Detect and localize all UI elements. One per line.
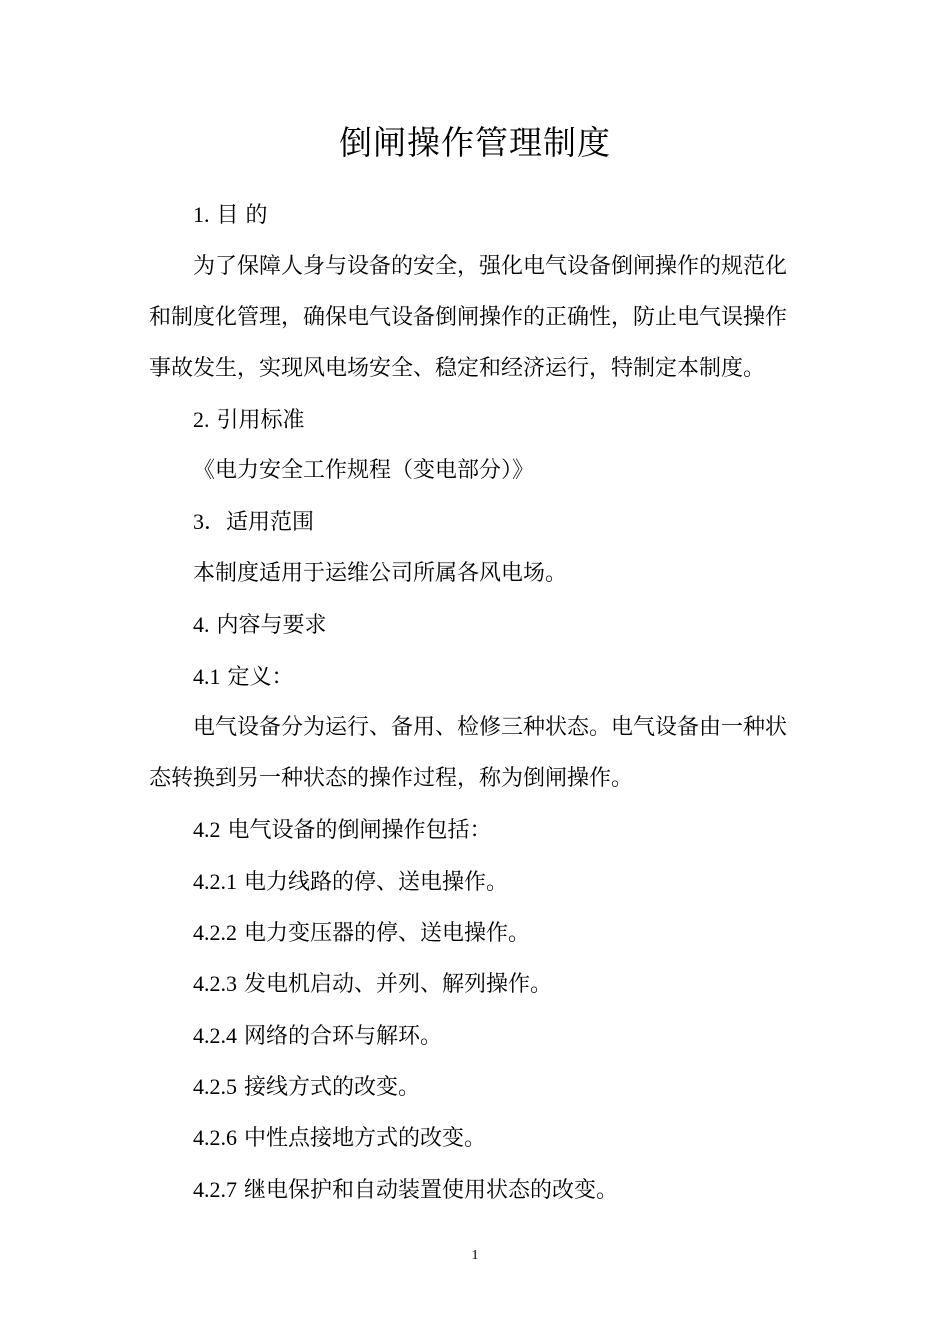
section-1-heading xyxy=(193,200,268,231)
page-number: 1 xyxy=(471,1248,479,1263)
section-title: 定义： xyxy=(220,665,294,690)
document-title: 倒闸操作管理制度 xyxy=(339,123,611,162)
item-text: 继电保护和自动装置使用状态的改变。 xyxy=(237,1178,618,1203)
purpose-line-1: 为了保障人身与设备的安全，强化电气设备倒闸操作的规范化 xyxy=(193,254,788,279)
section-3-heading xyxy=(193,507,314,538)
item-text: 电力线路的停、送电操作。 xyxy=(237,870,508,895)
section-2-heading xyxy=(193,405,305,436)
list-item xyxy=(193,1175,618,1206)
section-number: 4.2 xyxy=(193,817,221,842)
item-text: 电力变压器的停、送电操作。 xyxy=(237,921,530,946)
section-4-1-heading xyxy=(193,662,294,693)
item-text: 网络的合环与解环。 xyxy=(237,1024,442,1049)
item-text: 发电机启动、并列、解列操作。 xyxy=(237,972,552,997)
list-item xyxy=(193,1123,486,1154)
item-text: 接线方式的改变。 xyxy=(237,1075,420,1100)
list-item xyxy=(193,1072,420,1103)
section-4-heading xyxy=(193,610,327,641)
section-number: 3 xyxy=(193,509,204,534)
section-number: 1. xyxy=(193,202,210,227)
definition-line-2: 态转换到另一种状态的操作过程，称为倒闸操作。 xyxy=(149,766,634,791)
list-item xyxy=(193,867,508,898)
definition-line-1: 电气设备分为运行、备用、检修三种状态。电气设备由一种状 xyxy=(193,715,788,740)
section-number: 2. xyxy=(193,407,210,432)
scope-text: 本制度适用于运维公司所属各风电场。 xyxy=(193,561,568,586)
reference-standard: 《电力安全工作规程（变电部分）》 xyxy=(193,458,535,483)
item-number: 4.2.3 xyxy=(193,971,237,996)
section-title: ．适用范围 xyxy=(204,510,315,535)
item-number: 4.2.4 xyxy=(193,1023,237,1048)
section-number: 4.1 xyxy=(193,664,221,689)
purpose-line-2: 和制度化管理，确保电气设备倒闸操作的正确性，防止电气误操作 xyxy=(149,305,788,330)
section-title: 目 的 xyxy=(209,203,268,228)
section-4-2-heading xyxy=(193,815,492,846)
section-title: 电气设备的倒闸操作包括： xyxy=(220,818,492,843)
list-item xyxy=(193,1021,442,1052)
list-item xyxy=(193,969,552,1000)
item-number: 4.2.5 xyxy=(193,1074,237,1099)
section-number: 4. xyxy=(193,612,210,637)
item-number: 4.2.7 xyxy=(193,1177,237,1202)
item-text: 中性点接地方式的改变。 xyxy=(237,1126,486,1151)
section-title: 引用标准 xyxy=(209,408,305,433)
item-number: 4.2.2 xyxy=(193,920,237,945)
purpose-line-3: 事故发生，实现风电场安全、稳定和经济运行，特制定本制度。 xyxy=(149,356,766,381)
section-title: 内容与要求 xyxy=(209,613,327,638)
item-number: 4.2.6 xyxy=(193,1125,237,1150)
list-item xyxy=(193,918,530,949)
item-number: 4.2.1 xyxy=(193,869,237,894)
